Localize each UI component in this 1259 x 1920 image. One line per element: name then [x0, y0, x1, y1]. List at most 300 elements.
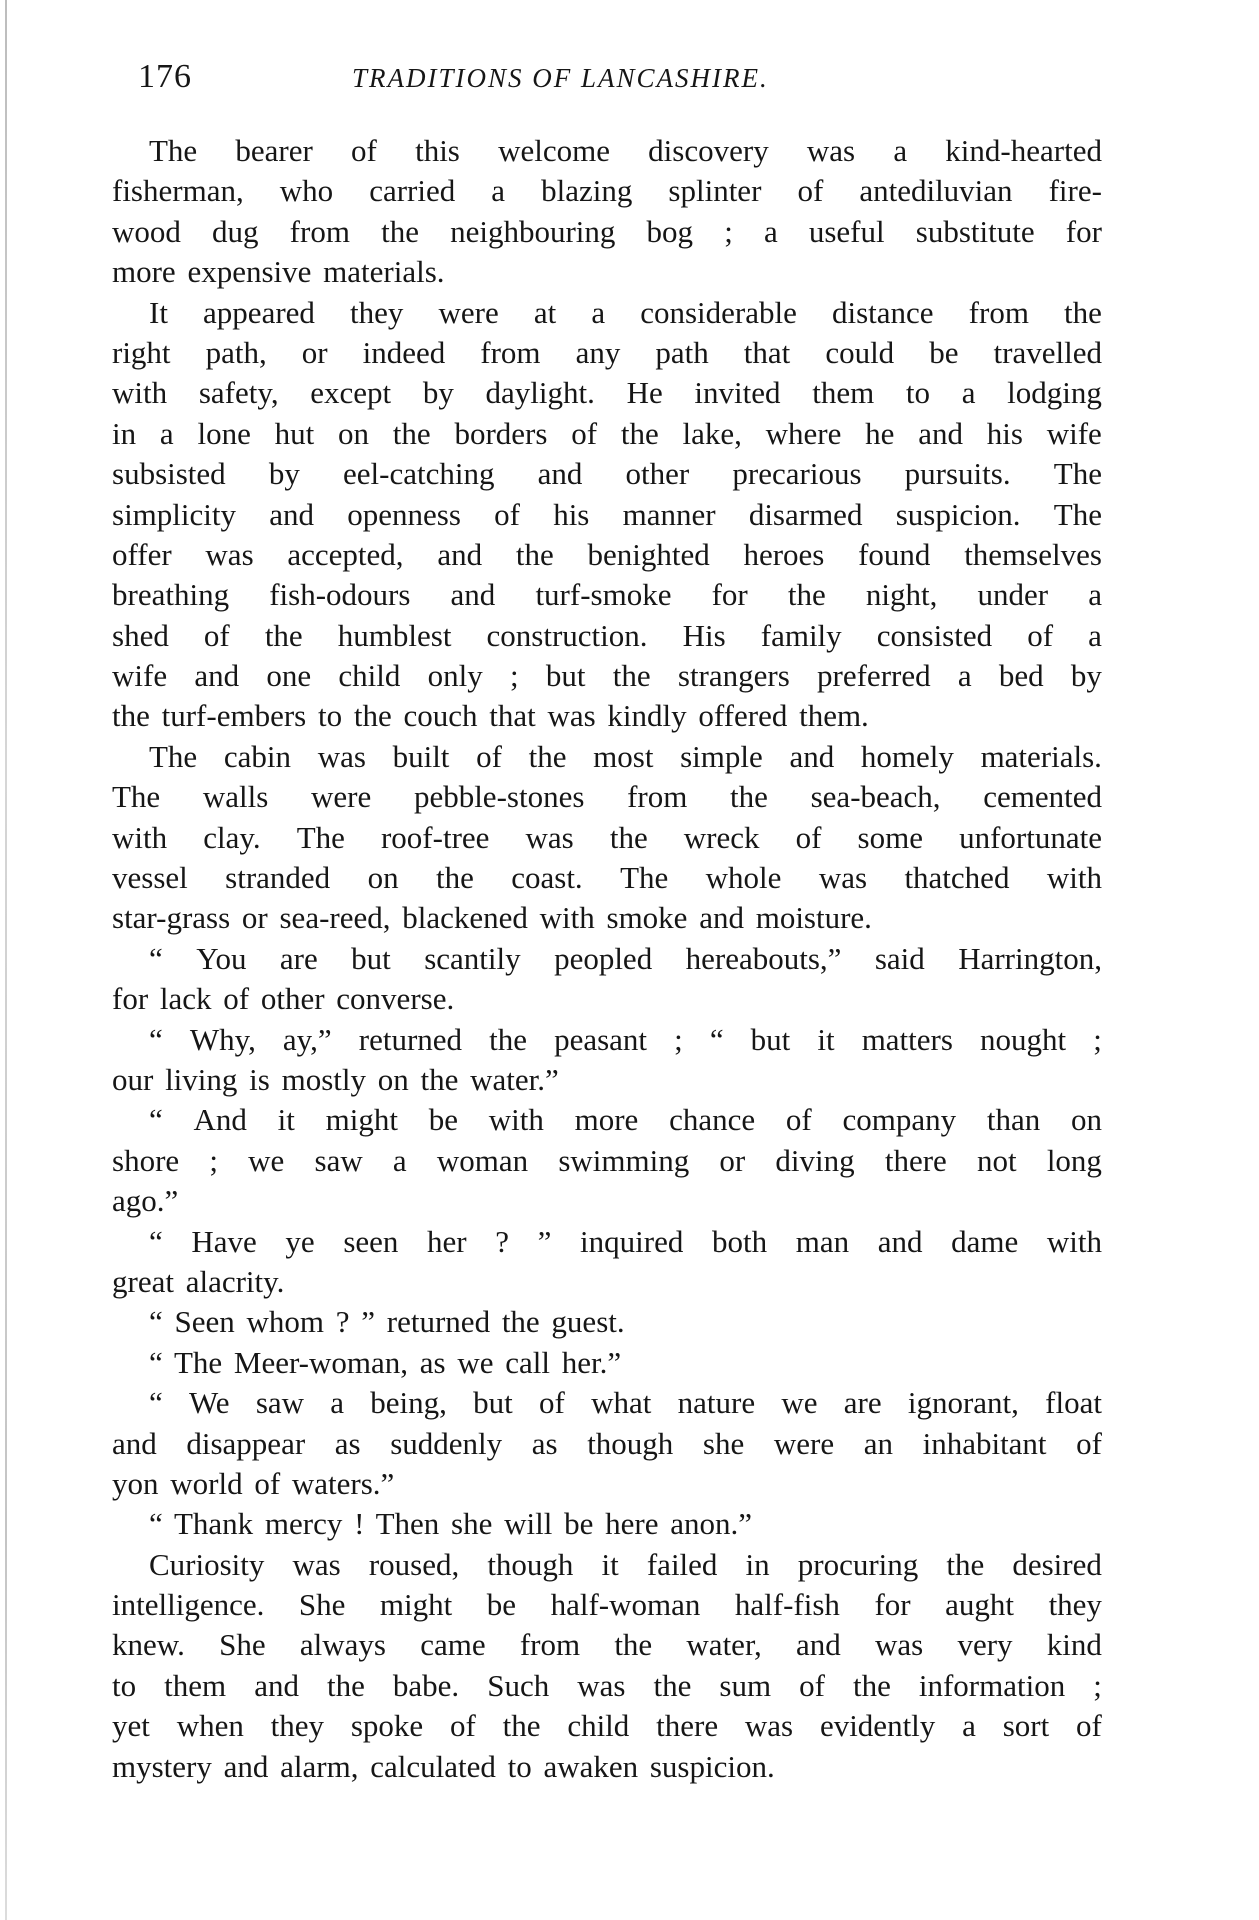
word: The: [149, 738, 198, 774]
word: his: [986, 415, 1023, 451]
word: was: [818, 860, 868, 896]
text-line: [112, 1020, 1102, 1060]
word: cemented: [983, 779, 1102, 815]
word: the: [609, 819, 648, 855]
text-line: [112, 212, 1102, 252]
word: The: [112, 779, 161, 815]
text-line: more expensive materials.: [112, 254, 445, 290]
word: and: [450, 577, 496, 613]
word: the: [612, 658, 651, 694]
word: woman: [436, 1142, 529, 1178]
word: benighted: [587, 536, 710, 572]
word: the: [653, 1667, 692, 1703]
word: a: [1088, 577, 1102, 613]
word: ;: [510, 658, 519, 694]
word: useful: [808, 213, 885, 249]
word: and: [537, 456, 583, 492]
word: on: [338, 415, 370, 451]
word: was: [525, 819, 574, 855]
text-line: [112, 939, 1102, 979]
word: the: [730, 779, 768, 815]
word: bog: [646, 213, 694, 249]
word: his: [553, 496, 590, 532]
word: ignorant,: [907, 1385, 1019, 1421]
word: of: [1076, 1708, 1102, 1744]
text-line: star-grass or sea-reed, blackened with smoke and moisture.: [112, 900, 872, 936]
word: matters: [861, 1021, 953, 1057]
word: the: [264, 617, 303, 653]
word: stranded: [225, 860, 331, 896]
word: chance: [669, 1102, 756, 1138]
word: “: [149, 1102, 163, 1138]
word: evidently: [819, 1708, 936, 1744]
word: ;: [209, 1142, 218, 1178]
word: openness: [347, 496, 461, 532]
text-line: “ Seen whom ? ” returned the guest.: [149, 1304, 625, 1340]
word: we: [781, 1385, 818, 1421]
word: an: [863, 1425, 893, 1461]
word: what: [591, 1385, 652, 1421]
word: The: [1053, 496, 1102, 532]
word: of: [1076, 1425, 1102, 1461]
word: hereabouts,”: [685, 940, 842, 976]
word: failed: [646, 1546, 718, 1582]
word: from: [968, 294, 1029, 330]
word: more: [574, 1102, 639, 1138]
word: peopled: [554, 940, 653, 976]
word: It: [149, 294, 168, 330]
text-line: [112, 616, 1102, 656]
word: themselves: [964, 536, 1102, 572]
text-line: [112, 1625, 1102, 1665]
word: ?: [495, 1223, 510, 1259]
word: and: [796, 1627, 841, 1663]
word: strangers: [677, 658, 790, 694]
word: homely: [860, 738, 954, 774]
word: but: [473, 1385, 513, 1421]
word: of: [571, 415, 598, 451]
word: lodging: [1007, 375, 1102, 411]
word: wreck: [683, 819, 760, 855]
word: and: [918, 415, 963, 451]
word: neighbouring: [450, 213, 616, 249]
text-line: [112, 656, 1102, 696]
word: bearer: [235, 133, 313, 168]
word: were: [311, 779, 372, 815]
word: with: [1046, 1223, 1102, 1259]
word: sum: [719, 1667, 772, 1703]
word: “: [149, 940, 163, 976]
word: inhabitant: [922, 1425, 1047, 1461]
text-line: [112, 858, 1102, 898]
word: She: [298, 1587, 346, 1623]
word: are: [843, 1385, 882, 1421]
word: are: [279, 940, 318, 976]
word: lake,: [682, 415, 742, 451]
word: appeared: [203, 294, 315, 330]
text-line: the turf-embers to the couch that was kindly offered them.: [112, 698, 869, 734]
word: very: [957, 1627, 1013, 1663]
word: family: [760, 617, 842, 653]
word: clay.: [203, 819, 261, 855]
word: it: [601, 1546, 619, 1582]
word: procuring: [797, 1546, 919, 1582]
word: both: [711, 1223, 768, 1259]
word: nought: [980, 1021, 1067, 1057]
word: water,: [686, 1627, 762, 1663]
word: whole: [705, 860, 782, 896]
word: “: [149, 1223, 163, 1259]
word: saw: [314, 1142, 363, 1178]
word: came: [420, 1627, 486, 1663]
text-line: “ The Meer-woman, as we call her.”: [149, 1344, 622, 1380]
word: as: [531, 1425, 558, 1461]
word: carried: [369, 173, 456, 209]
word: from: [519, 1627, 581, 1663]
word: dug: [212, 213, 259, 249]
word: discovery: [648, 133, 769, 168]
text-line: [112, 495, 1102, 535]
word: the: [502, 1708, 541, 1744]
text-line: [112, 737, 1102, 777]
word: kind-hearted: [945, 133, 1102, 168]
text-line: [112, 171, 1102, 211]
word: breathing: [112, 577, 230, 613]
word: “: [709, 1021, 724, 1057]
text-line: [112, 373, 1102, 413]
word: unfortunate: [959, 819, 1102, 855]
word: diving: [775, 1142, 855, 1178]
word: on: [367, 860, 399, 896]
word: in: [745, 1546, 770, 1582]
word: or: [301, 334, 328, 370]
word: shore: [112, 1142, 180, 1178]
word: antediluvian: [859, 173, 1013, 209]
word: a: [893, 133, 908, 168]
word: the: [852, 1667, 891, 1703]
word: child: [338, 658, 401, 694]
word: pursuits.: [904, 456, 1011, 492]
body-text: [112, 131, 1102, 1787]
word: vessel: [112, 860, 188, 896]
word: “: [149, 1021, 163, 1057]
word: roof-tree: [380, 819, 490, 855]
word: subsisted: [112, 456, 226, 492]
word: suddenly: [390, 1425, 503, 1461]
word: and: [112, 1425, 157, 1461]
word: she: [702, 1425, 745, 1461]
word: fisherman,: [112, 173, 244, 209]
word: humblest: [337, 617, 452, 653]
text-line: [112, 1706, 1102, 1746]
word: a: [1088, 617, 1102, 653]
word: was: [875, 1627, 924, 1663]
word: long: [1046, 1142, 1102, 1178]
word: were: [773, 1425, 835, 1461]
word: heroes: [743, 536, 825, 572]
word: only: [427, 658, 483, 694]
word: always: [299, 1627, 386, 1663]
word: them: [812, 375, 875, 411]
word: You: [196, 940, 247, 976]
word: pebble-stones: [413, 779, 585, 815]
text-line: [112, 131, 1102, 171]
word: of: [494, 496, 520, 532]
word: blazing: [541, 173, 633, 209]
word: by: [268, 456, 300, 492]
word: to: [112, 1667, 137, 1703]
word: built: [392, 738, 450, 774]
word: by: [1070, 658, 1102, 694]
word: them: [164, 1667, 227, 1703]
text-line: [112, 1383, 1102, 1423]
word: safety,: [198, 375, 279, 411]
word: the: [435, 860, 474, 896]
text-line: [112, 575, 1102, 615]
word: was: [205, 536, 254, 572]
word: the: [515, 536, 554, 572]
word: and: [877, 1223, 923, 1259]
word: but: [351, 940, 391, 976]
word: and: [269, 496, 314, 532]
word: eel-catching: [343, 456, 495, 492]
word: of: [449, 1708, 476, 1744]
word: for: [1065, 213, 1102, 249]
text-line: [112, 777, 1102, 817]
word: the: [787, 577, 826, 613]
word: of: [203, 617, 230, 653]
word: we: [248, 1142, 285, 1178]
word: not: [977, 1142, 1017, 1178]
word: a: [591, 294, 606, 330]
word: except: [310, 375, 392, 411]
word: was: [806, 133, 856, 168]
word: from: [627, 779, 688, 815]
word: wood: [112, 213, 181, 249]
word: it: [817, 1021, 835, 1057]
word: the: [528, 738, 567, 774]
word: a: [763, 213, 778, 249]
word: and: [789, 738, 835, 774]
word: the: [392, 415, 431, 451]
word: there: [884, 1142, 947, 1178]
word: The: [620, 860, 669, 896]
word: could: [825, 334, 895, 370]
word: lone: [197, 415, 251, 451]
word: or: [719, 1142, 746, 1178]
text-line: [112, 293, 1102, 333]
word: when: [176, 1708, 244, 1744]
word: might: [379, 1587, 453, 1623]
word: spoke: [350, 1708, 424, 1744]
text-line: [112, 1222, 1102, 1262]
word: cabin: [223, 738, 292, 774]
text-line: “ Thank mercy ! Then she will be here anon.”: [149, 1506, 752, 1542]
word: accepted,: [287, 536, 404, 572]
word: and: [254, 1667, 299, 1703]
word: babe.: [392, 1667, 460, 1703]
word: a: [392, 1142, 407, 1178]
word: splinter: [668, 173, 762, 209]
text-line: [112, 1545, 1102, 1585]
word: there: [656, 1708, 719, 1744]
text-line: [112, 1585, 1102, 1625]
word: materials.: [980, 738, 1102, 774]
word: it: [277, 1102, 295, 1138]
word: was: [744, 1708, 794, 1744]
word: disarmed: [748, 496, 863, 532]
word: borders: [454, 415, 548, 451]
word: man: [795, 1223, 850, 1259]
word: but: [545, 658, 586, 694]
text-line: ago.”: [112, 1183, 179, 1219]
word: of: [795, 819, 822, 855]
word: bed: [998, 658, 1044, 694]
word: was: [292, 1546, 341, 1582]
word: hut: [274, 415, 315, 451]
word: from: [480, 334, 541, 370]
word: said: [874, 940, 925, 976]
word: welcome: [498, 133, 610, 168]
word: for: [874, 1587, 911, 1623]
word: walls: [202, 779, 269, 815]
word: ”: [537, 1223, 552, 1259]
word: path,: [205, 334, 267, 370]
word: though: [487, 1546, 574, 1582]
word: half-woman: [550, 1587, 701, 1623]
word: preferred: [817, 658, 931, 694]
word: a: [962, 1708, 976, 1744]
word: than: [986, 1102, 1041, 1138]
word: nature: [677, 1385, 756, 1421]
word: were: [438, 294, 499, 330]
word: of: [351, 133, 377, 168]
word: most: [593, 738, 654, 774]
word: with: [1046, 860, 1102, 896]
word: be: [486, 1587, 517, 1623]
word: company: [842, 1102, 957, 1138]
word: scantily: [424, 940, 521, 976]
word: ye: [285, 1223, 315, 1259]
word: Such: [487, 1667, 550, 1703]
word: a: [330, 1385, 345, 1421]
word: be: [929, 334, 959, 370]
word: The: [296, 819, 345, 855]
text-line: [112, 414, 1102, 454]
word: a: [961, 375, 976, 411]
text-line: [112, 818, 1102, 858]
word: And: [193, 1102, 247, 1138]
word: invited: [694, 375, 781, 411]
word: a: [957, 658, 972, 694]
word: on: [1070, 1102, 1102, 1138]
word: distance: [831, 294, 934, 330]
word: dame: [951, 1223, 1019, 1259]
word: fish-odours: [269, 577, 411, 613]
word: might: [325, 1102, 398, 1138]
text-line: great alacrity.: [112, 1263, 285, 1299]
word: seen: [343, 1223, 399, 1259]
word: fire-: [1048, 173, 1102, 209]
text-line: mystery and alarm, calculated to awaken suspicion.: [112, 1748, 775, 1784]
word: right: [112, 334, 171, 370]
word: with: [112, 819, 168, 855]
word: ;: [1093, 1021, 1102, 1057]
word: was: [317, 738, 366, 774]
word: Curiosity: [149, 1546, 265, 1582]
word: with: [112, 375, 168, 411]
text-line: [112, 454, 1102, 494]
word: being,: [370, 1385, 447, 1421]
page-number: 176: [138, 58, 192, 95]
word: intelligence.: [112, 1587, 265, 1623]
text-line: [112, 1100, 1102, 1140]
text-line: [112, 1424, 1102, 1464]
word: The: [149, 133, 198, 168]
word: to: [905, 375, 931, 411]
word: by: [422, 375, 454, 411]
word: they: [270, 1708, 325, 1744]
word: inquired: [580, 1223, 684, 1259]
word: ;: [724, 213, 733, 249]
text-line: for lack of other converse.: [112, 981, 455, 1017]
word: the: [381, 213, 419, 249]
word: turf-smoke: [535, 577, 672, 613]
word: at: [533, 294, 557, 330]
word: he: [865, 415, 895, 451]
word: under: [977, 577, 1049, 613]
word: saw: [255, 1385, 305, 1421]
word: for: [711, 577, 748, 613]
word: shed: [112, 617, 169, 653]
word: considerable: [640, 294, 797, 330]
word: aught: [945, 1587, 1015, 1623]
word: substitute: [915, 213, 1035, 249]
word: ;: [674, 1021, 683, 1057]
running-title: TRADITIONS OF LANCASHIRE.: [352, 63, 769, 93]
word: ;: [1093, 1667, 1102, 1703]
word: in: [112, 415, 137, 451]
word: though: [587, 1425, 674, 1461]
word: they: [350, 294, 404, 330]
word: her: [427, 1223, 467, 1259]
running-header: [0, 54, 1259, 98]
word: who: [279, 173, 334, 209]
word: path: [655, 334, 709, 370]
text-line: [112, 1666, 1102, 1706]
word: His: [682, 617, 726, 653]
word: some: [857, 819, 923, 855]
word: daylight.: [485, 375, 595, 411]
word: the: [620, 415, 659, 451]
word: simple: [680, 738, 763, 774]
word: of: [785, 1102, 812, 1138]
word: a: [491, 173, 506, 209]
word: yet: [112, 1708, 150, 1744]
page-edge-line: [5, 0, 7, 1920]
word: the: [946, 1546, 985, 1582]
text-line: our living is mostly on the water.”: [112, 1061, 559, 1097]
word: offer: [112, 536, 172, 572]
word: of: [799, 1667, 825, 1703]
word: this: [415, 133, 460, 168]
word: other: [625, 456, 690, 492]
word: peasant: [554, 1021, 648, 1057]
word: any: [575, 334, 621, 370]
word: of: [476, 738, 502, 774]
word: as: [334, 1425, 361, 1461]
word: but: [750, 1021, 791, 1057]
